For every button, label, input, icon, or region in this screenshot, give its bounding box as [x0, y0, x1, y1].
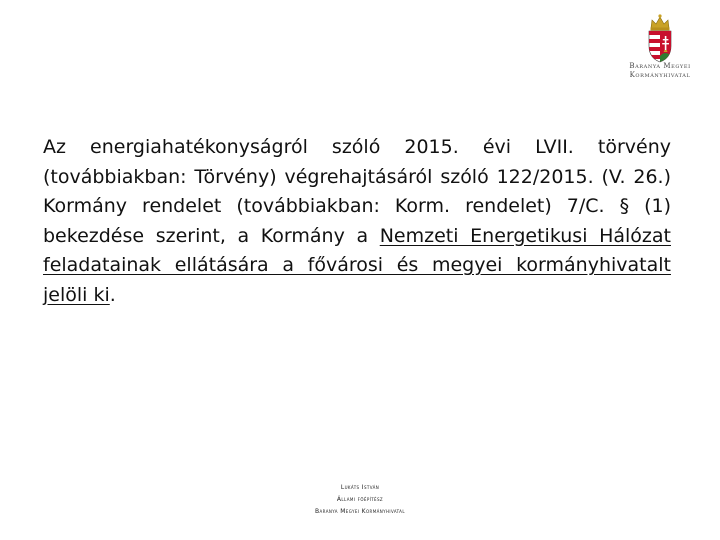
paragraph-text: Az energiahatékonyságról szóló 2015. évi LVII. törvény (továbbiakban: Törvény) végrehajtásáról szóló 122/2015. (V. 26.) Kormány rendelet (továbbiakban: Korm. rendelet) 7/C. § (1) bekezdése szerint, a Kormány a [43, 136, 671, 247]
signature-office: Baranya Megyei Kormányhivatal [315, 508, 405, 515]
signature-block [260, 482, 460, 518]
signature-name: Lukáts István [340, 484, 380, 491]
main-paragraph [43, 133, 671, 310]
underlined-text: Nemzeti Energetikusi Hálózat feladatainak ellátására a fővárosi és megyei kormányhivatalt jelöli ki [43, 224, 671, 306]
coat-of-arms-icon [640, 12, 680, 68]
paragraph-end: . [109, 283, 116, 306]
logo-line-2: Kormányhivatal [629, 71, 691, 79]
office-logo [612, 12, 708, 82]
logo-line-1: Baranya Megyei [629, 62, 691, 70]
signature-title: Állami főépítész [336, 496, 384, 503]
